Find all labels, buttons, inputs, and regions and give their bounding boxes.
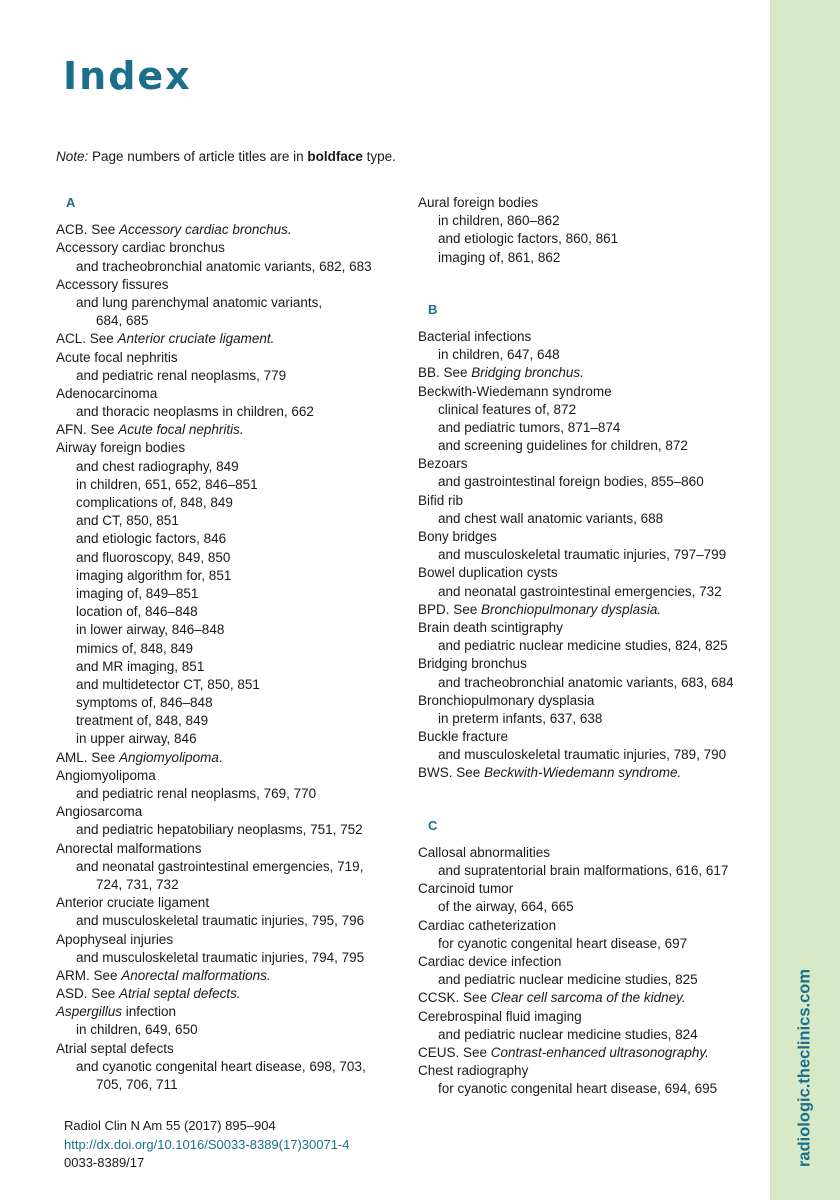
entry-text: Apophyseal injuries <box>56 931 174 947</box>
entry-text: complications of, 848, 849 <box>76 495 233 510</box>
index-entry <box>418 455 763 473</box>
index-entry <box>56 276 396 294</box>
index-subentry <box>56 585 396 603</box>
index-entry <box>56 967 396 985</box>
index-entry <box>56 985 396 1003</box>
index-subentry <box>56 494 396 512</box>
index-subentry <box>56 512 396 530</box>
index-entry <box>56 349 396 367</box>
index-entry <box>56 330 396 348</box>
index-subentry <box>418 746 763 764</box>
index-entry <box>418 1044 763 1062</box>
entry-text: and supratentorial brain malformations, 616, 617 <box>438 863 729 878</box>
entry-text: and lung parenchymal anatomic variants, <box>76 294 323 310</box>
cross-reference: Clear cell sarcoma of the kidney. <box>490 990 686 1006</box>
cross-reference: Aspergillus <box>56 1004 123 1020</box>
entry-text: CCSK. See <box>418 990 491 1006</box>
index-note <box>56 148 396 166</box>
entry-text: in upper airway, 846 <box>76 731 197 747</box>
entry-text: Aural foreign bodies <box>418 195 539 210</box>
index-entry <box>418 880 763 898</box>
entry-text: Cardiac device infection <box>418 953 562 969</box>
entry-text: Cerebrospinal fluid imaging <box>418 1008 582 1024</box>
page-title: Index <box>63 54 192 98</box>
entry-text: of the airway, 664, 665 <box>438 899 574 915</box>
note-text-post: type. <box>362 149 396 164</box>
entry-text: Bridging bronchus <box>418 656 527 672</box>
index-subentry <box>418 473 763 491</box>
index-subentry <box>56 258 396 276</box>
index-subentry <box>418 437 763 455</box>
journal-sidebar <box>770 0 840 1200</box>
entry-text: and pediatric renal neoplasms, 769, 770 <box>76 786 317 801</box>
entry-text: Buckle fracture <box>418 729 509 745</box>
index-entry <box>56 385 396 403</box>
index-subentry <box>56 567 396 585</box>
heading-spacer <box>56 212 396 221</box>
note-label: Note: <box>56 149 89 164</box>
index-subentry <box>56 621 396 639</box>
index-subentry <box>56 694 396 712</box>
issn: 0033-8389/17 <box>64 1155 145 1170</box>
entry-text: for cyanotic congenital heart disease, 697 <box>438 935 688 951</box>
index-subentry <box>418 249 763 267</box>
entry-text: in children, 649, 650 <box>76 1022 198 1038</box>
index-entry <box>418 601 763 619</box>
index-subentry <box>56 676 396 694</box>
index-subentry <box>418 971 763 989</box>
entry-text: in children, 651, 652, 846–851 <box>76 476 258 492</box>
index-subentry <box>56 403 396 421</box>
entry-text: Atrial septal defects <box>56 1040 174 1056</box>
index-subentry <box>418 346 763 364</box>
entry-text: ASD. See <box>56 986 120 1002</box>
entry-text: Angiosarcoma <box>56 804 143 820</box>
index-subentry <box>56 530 396 548</box>
entry-text: and gastrointestinal foreign bodies, 855–860 <box>438 474 704 490</box>
index-subentry <box>56 458 396 476</box>
journal-citation: Radiol Clin N Am 55 (2017) 895–904 <box>64 1118 276 1133</box>
doi-link[interactable]: http://dx.doi.org/10.1016/S0033-8389(17)30071-4 <box>64 1136 350 1152</box>
entry-text: treatment of, 848, 849 <box>76 713 209 729</box>
entry-text: and MR imaging, 851 <box>76 658 205 674</box>
index-subentry <box>56 367 396 385</box>
entry-text: Accessory fissures <box>56 276 169 292</box>
entry-text: Bifid rib <box>418 492 464 508</box>
index-entry <box>418 492 763 510</box>
entry-text: Chest radiography <box>418 1063 529 1079</box>
note-bold-word: boldface <box>307 149 363 164</box>
index-entry <box>56 894 396 912</box>
entry-text: Bacterial infections <box>418 328 532 344</box>
entry-text: ACL. See <box>56 331 118 347</box>
index-subentry <box>56 549 396 567</box>
index-entry <box>56 803 396 821</box>
entry-text: Acute focal nephritis <box>56 349 178 365</box>
entry-text: Bony bridges <box>418 529 497 544</box>
index-subentry <box>418 637 763 655</box>
citation-footer <box>64 1117 350 1173</box>
entry-text: and musculoskeletal traumatic injuries, 789, 790 <box>438 747 727 763</box>
index-entry <box>418 728 763 746</box>
entry-text: AFN. See <box>56 422 119 438</box>
entry-text: BPD. See <box>418 601 482 617</box>
index-entry <box>56 239 396 257</box>
index-entry <box>56 931 396 949</box>
entry-text: and neonatal gastrointestinal emergencies, 719, <box>76 858 364 874</box>
index-subentry <box>56 730 396 748</box>
index-subentry <box>418 230 763 248</box>
index-entry <box>418 528 763 546</box>
entry-text: and chest wall anatomic variants, 688 <box>438 510 664 526</box>
index-entry <box>56 439 396 457</box>
entry-text: Accessory cardiac bronchus <box>56 240 225 256</box>
entry-text: and tracheobronchial anatomic variants, 683, 684 <box>438 674 734 690</box>
index-subentry <box>56 603 396 621</box>
entry-text: imaging of, 849–851 <box>76 585 199 601</box>
cross-reference: Anorectal malformations. <box>121 967 271 983</box>
index-entry <box>418 844 763 862</box>
entry-text: in lower airway, 846–848 <box>76 622 225 638</box>
index-subentry <box>56 1021 396 1039</box>
index-subentry <box>418 1080 763 1098</box>
entry-text: ACB. See <box>56 222 120 238</box>
entry-text: and CT, 850, 851 <box>76 513 179 529</box>
entry-suffix: . <box>218 749 223 765</box>
section-spacer <box>418 783 763 817</box>
entry-text: location of, 846–848 <box>76 604 198 620</box>
entry-text: in children, 647, 648 <box>438 347 560 363</box>
index-column-right <box>418 194 763 1098</box>
index-subentry <box>56 294 396 312</box>
index-entry <box>56 767 396 785</box>
index-subentry <box>418 935 763 953</box>
index-subentry <box>418 546 763 564</box>
entry-suffix: infection <box>122 1004 177 1020</box>
index-letter-heading: B <box>428 301 438 317</box>
entry-text: and musculoskeletal traumatic injuries, 794, 795 <box>76 949 365 965</box>
entry-text: 684, 685 <box>96 313 149 329</box>
index-subentry <box>418 419 763 437</box>
entry-text: AML. See <box>56 749 120 765</box>
index-entry <box>418 953 763 971</box>
index-entry <box>418 764 763 782</box>
entry-text: and fluoroscopy, 849, 850 <box>76 549 231 565</box>
heading-spacer <box>418 319 763 328</box>
entry-text: Anorectal malformations <box>56 840 202 856</box>
entry-text: mimics of, 848, 849 <box>76 640 194 656</box>
index-subentry <box>418 1026 763 1044</box>
entry-text: Cardiac catheterization <box>418 917 557 933</box>
entry-text: and pediatric nuclear medicine studies, 824 <box>438 1026 698 1042</box>
cross-reference: Bronchiopulmonary dysplasia. <box>481 601 662 617</box>
index-subentry <box>418 674 763 692</box>
index-entry <box>56 421 396 439</box>
index-subentry <box>56 712 396 730</box>
index-subentry <box>56 1058 396 1076</box>
index-subentry <box>56 821 396 839</box>
index-subentry <box>418 710 763 728</box>
entry-text: 705, 706, 711 <box>96 1077 178 1092</box>
entry-text: Beckwith-Wiedemann syndrome <box>418 383 612 399</box>
cross-reference: Beckwith-Wiedemann syndrome. <box>484 765 682 781</box>
index-subentry <box>56 876 396 894</box>
index-entry <box>56 840 396 858</box>
entry-text: Callosal abnormalities <box>418 844 551 860</box>
entry-text: for cyanotic congenital heart disease, 694, 695 <box>438 1081 718 1097</box>
index-entry <box>418 328 763 346</box>
section-spacer <box>418 267 763 301</box>
entry-text: Carcinoid tumor <box>418 881 514 897</box>
entry-text: Brain death scintigraphy <box>418 619 563 635</box>
index-entry <box>418 619 763 637</box>
index-subentry <box>56 1076 396 1094</box>
index-subentry <box>56 785 396 803</box>
cross-reference: Anterior cruciate ligament. <box>117 331 275 347</box>
entry-text: Bowel duplication cysts <box>418 565 558 581</box>
index-entry <box>418 989 763 1007</box>
cross-reference: Contrast-enhanced ultrasonography. <box>490 1044 709 1060</box>
entry-text: Airway foreign bodies <box>56 440 186 456</box>
index-entry <box>418 194 763 212</box>
index-letter-heading: C <box>428 817 438 833</box>
index-column-left <box>56 194 396 1094</box>
index-entry <box>418 692 763 710</box>
entry-text: in children, 860–862 <box>438 213 560 229</box>
index-entry <box>418 364 763 382</box>
cross-reference: Angiomyolipoma <box>119 749 219 765</box>
entry-text: Bezoars <box>418 456 468 472</box>
index-entry <box>418 1008 763 1026</box>
entry-text: and musculoskeletal traumatic injuries, 795, 796 <box>76 913 365 929</box>
entry-text: Bronchiopulmonary dysplasia <box>418 692 595 708</box>
index-subentry <box>56 476 396 494</box>
entry-text: clinical features of, 872 <box>438 401 577 417</box>
index-entry <box>418 383 763 401</box>
index-subentry <box>56 640 396 658</box>
index-subentry <box>418 212 763 230</box>
entry-text: symptoms of, 846–848 <box>76 695 213 711</box>
index-subentry <box>418 510 763 528</box>
index-entry <box>56 749 396 767</box>
entry-text: and pediatric renal neoplasms, 779 <box>76 367 287 383</box>
entry-text: and etiologic factors, 846 <box>76 531 227 547</box>
index-subentry <box>418 583 763 601</box>
entry-text: and pediatric hepatobiliary neoplasms, 751, 752 <box>76 822 363 838</box>
entry-text: and pediatric nuclear medicine studies, 825 <box>438 972 698 988</box>
index-entry <box>56 1003 396 1021</box>
entry-text: imaging algorithm for, 851 <box>76 567 232 583</box>
entry-text: and thoracic neoplasms in children, 662 <box>76 404 314 420</box>
entry-text: imaging of, 861, 862 <box>438 249 561 265</box>
entry-text: and multidetector CT, 850, 851 <box>76 676 260 692</box>
cross-reference: Bridging bronchus. <box>471 365 584 381</box>
index-entry <box>418 655 763 673</box>
entry-text: and pediatric tumors, 871–874 <box>438 419 621 435</box>
entry-text: ARM. See <box>56 967 122 983</box>
cross-reference: Atrial septal defects. <box>119 986 241 1002</box>
index-entry <box>418 564 763 582</box>
entry-text: Anterior cruciate ligament <box>56 895 210 911</box>
entry-text: and chest radiography, 849 <box>76 458 239 474</box>
entry-text: Adenocarcinoma <box>56 385 158 401</box>
index-subentry <box>418 862 763 880</box>
entry-text: and pediatric nuclear medicine studies, 824, 825 <box>438 638 728 654</box>
entry-text: 724, 731, 732 <box>96 876 179 892</box>
entry-text: Angiomyolipoma <box>56 767 156 783</box>
heading-spacer <box>418 835 763 844</box>
index-entry <box>418 1062 763 1080</box>
index-letter-heading: A <box>66 195 76 210</box>
entry-text: and tracheobronchial anatomic variants, 682, 683 <box>76 258 372 274</box>
entry-text: BB. See <box>418 365 472 381</box>
entry-text: BWS. See <box>418 765 485 781</box>
entry-text: in preterm infants, 637, 638 <box>438 710 603 726</box>
index-subentry <box>418 401 763 419</box>
index-subentry <box>56 312 396 330</box>
sidebar-website-link[interactable]: radiologic.theclinics.com <box>795 968 814 1168</box>
cross-reference: Accessory cardiac bronchus. <box>119 222 292 238</box>
index-entry <box>418 917 763 935</box>
note-text-pre: Page numbers of article titles are in <box>88 149 308 164</box>
index-entry <box>56 1040 396 1058</box>
entry-text: and etiologic factors, 860, 861 <box>438 231 619 247</box>
entry-text: and screening guidelines for children, 872 <box>438 438 688 454</box>
cross-reference: Acute focal nephritis. <box>118 422 244 438</box>
index-entry <box>56 221 396 239</box>
entry-text: and cyanotic congenital heart disease, 698, 703, <box>76 1058 366 1074</box>
entry-text: CEUS. See <box>418 1044 491 1060</box>
entry-text: and neonatal gastrointestinal emergencies, 732 <box>438 583 722 599</box>
index-subentry <box>56 949 396 967</box>
index-subentry <box>418 898 763 916</box>
entry-text: and musculoskeletal traumatic injuries, 797–799 <box>438 547 727 563</box>
index-subentry <box>56 912 396 930</box>
index-subentry <box>56 658 396 676</box>
index-subentry <box>56 858 396 876</box>
